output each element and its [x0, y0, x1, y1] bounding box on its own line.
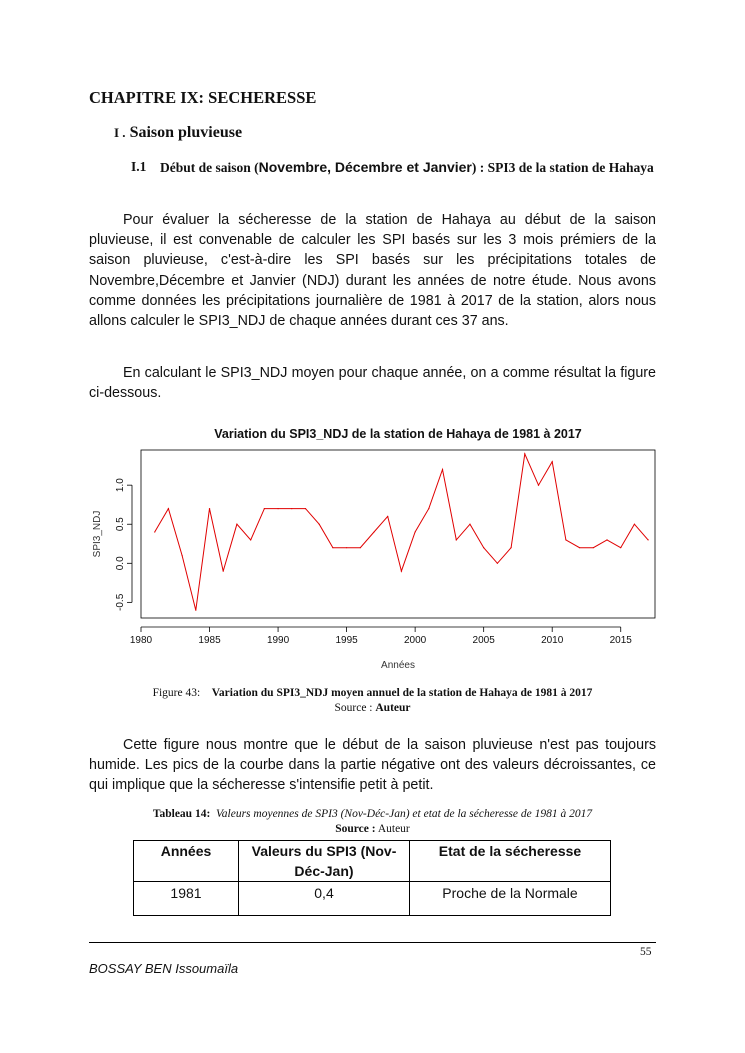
y-tick-label: 1.0	[115, 478, 126, 493]
paragraph-result-text: En calculant le SPI3_NDJ moyen pour chaque année, on a comme résultat la figure ci-dessous.	[89, 365, 656, 402]
data-point-1994	[332, 547, 333, 548]
y-axis	[115, 478, 132, 611]
x-tick-label: 2010	[541, 635, 564, 646]
data-point-2006	[497, 563, 498, 564]
data-point-2015	[620, 547, 621, 548]
table-caption-text: Valeurs moyennes de SPI3 (Nov-Déc-Jan) et etat de la sécheresse de 1981 à 2017	[216, 808, 593, 820]
data-point-2007	[510, 547, 511, 548]
subsection-highlight: Novembre, Décembre et Janvier	[258, 159, 472, 175]
figure-caption-label: Figure 43:	[152, 687, 201, 699]
data-point-2002	[442, 469, 443, 470]
data-point-1990	[277, 508, 278, 509]
subsection-prefix: Début de saison (	[160, 160, 259, 175]
chart-title: Variation du SPI3_NDJ de la station de Hahaya de 1981 à 2017	[214, 427, 582, 441]
subsection-heading	[131, 157, 661, 178]
spi3-line-chart	[86, 420, 661, 675]
chapter-title: CHAPITRE IX: SECHERESSE	[89, 88, 317, 107]
y-tick-label: 0.5	[115, 517, 126, 532]
x-tick-label: 1980	[129, 635, 153, 646]
data-point-2017	[648, 539, 649, 540]
figure-source-label: Source :	[334, 702, 373, 714]
y-tick-label: 0.0	[115, 556, 126, 571]
x-tick-label: 2015	[609, 635, 632, 646]
footer-divider	[89, 942, 656, 943]
paragraph-analysis	[89, 735, 656, 796]
data-point-2009	[538, 485, 539, 486]
x-tick-label: 1990	[266, 635, 290, 646]
table-caption	[0, 807, 745, 837]
column-header-spi3: Valeurs du SPI3 (Nov-Déc-Jan)	[239, 841, 410, 882]
data-point-2013	[593, 547, 594, 548]
data-point-1999	[401, 571, 402, 572]
cell-spi3: 0,4	[239, 882, 410, 916]
y-tick-label: -0.5	[115, 593, 126, 611]
data-point-1981	[154, 531, 155, 532]
paragraph-result	[89, 363, 656, 403]
spi3-line	[155, 454, 648, 610]
data-point-2014	[606, 539, 607, 540]
spi3-series	[154, 453, 649, 610]
x-tick-label: 2000	[404, 635, 427, 646]
data-point-1987	[236, 524, 237, 525]
data-point-2012	[579, 547, 580, 548]
paragraph-intro	[89, 210, 656, 331]
x-tick-label: 1995	[335, 635, 358, 646]
section-number: I .	[114, 125, 126, 140]
data-point-2000	[415, 531, 416, 532]
data-point-2001	[428, 508, 429, 509]
data-point-1985	[209, 508, 210, 509]
data-point-1998	[387, 516, 388, 517]
data-point-1996	[360, 547, 361, 548]
table-row	[134, 882, 611, 916]
data-point-1992	[305, 508, 306, 509]
column-header-etat: Etat de la sécheresse	[410, 841, 611, 882]
data-point-2016	[634, 524, 635, 525]
data-point-1997	[373, 531, 374, 532]
data-point-1982	[168, 508, 169, 509]
x-axis-label: Années	[381, 660, 415, 671]
x-tick-label: 2005	[472, 635, 495, 646]
x-tick-label: 1985	[198, 635, 221, 646]
cell-annee: 1981	[134, 882, 239, 916]
data-point-1991	[291, 508, 292, 509]
section-title: Saison pluvieuse	[129, 124, 243, 141]
paragraph-intro-text: Pour évaluer la sécheresse de la station de Hahaya au début de la saison pluvieuse, il est convenable de calculer les SPI basés sur les 3 mois prémiers de la saison pluvieuse, c'est-à-dire les SPI basés sur les précipitations totales de Novembre,Décembre et Janvier (NDJ) durant les années de notre étude. Nous avons comme données les précipitations journalière de 1981 à 2017 de la station, alors nous allons calculer le SPI3_NDJ de chaque années durant ces 37 ans.	[89, 212, 656, 330]
figure-caption-text: Variation du SPI3_NDJ moyen annuel de la station de Hahaya de 1981 à 2017	[211, 687, 593, 699]
section-heading	[114, 124, 242, 142]
data-point-2003	[456, 539, 457, 540]
subsection-number: I.1	[131, 159, 147, 174]
y-axis-label: SPI3_NDJ	[92, 510, 103, 558]
data-point-2004	[469, 524, 470, 525]
footer-author: BOSSAY BEN Issoumaïla	[89, 961, 239, 976]
table-header-row	[134, 841, 611, 882]
x-axis	[130, 627, 632, 646]
data-point-2011	[565, 539, 566, 540]
data-point-1989	[264, 508, 265, 509]
spi3-table	[133, 840, 611, 916]
data-point-1988	[250, 539, 251, 540]
data-point-1995	[346, 547, 347, 548]
data-point-1983	[182, 555, 183, 556]
data-point-1993	[319, 524, 320, 525]
data-point-2008	[524, 453, 525, 454]
data-point-2005	[483, 547, 484, 548]
table-source-label: Source :	[335, 823, 376, 835]
column-header-annees: Années	[134, 841, 239, 882]
page-number: 55	[640, 946, 652, 958]
paragraph-analysis-text: Cette figure nous montre que le début de la saison pluvieuse n'est pas toujours humide. Les pics de la courbe dans la partie négative ont des valeurs décroissantes, ce qui implique que la sécheresse s'intensifie petit à petit.	[89, 737, 656, 794]
data-point-1986	[223, 571, 224, 572]
data-point-1984	[195, 610, 196, 611]
table-caption-label: Tableau 14:	[152, 808, 211, 820]
data-point-2010	[552, 461, 553, 462]
figure-caption	[0, 686, 745, 716]
figure-source-value: Auteur	[375, 702, 411, 714]
cell-etat: Proche de la Normale	[410, 882, 611, 916]
plot-frame	[141, 450, 655, 618]
table-source-value: Auteur	[377, 823, 410, 835]
subsection-suffix: ) : SPI3 de la station de Hahaya	[471, 160, 654, 175]
